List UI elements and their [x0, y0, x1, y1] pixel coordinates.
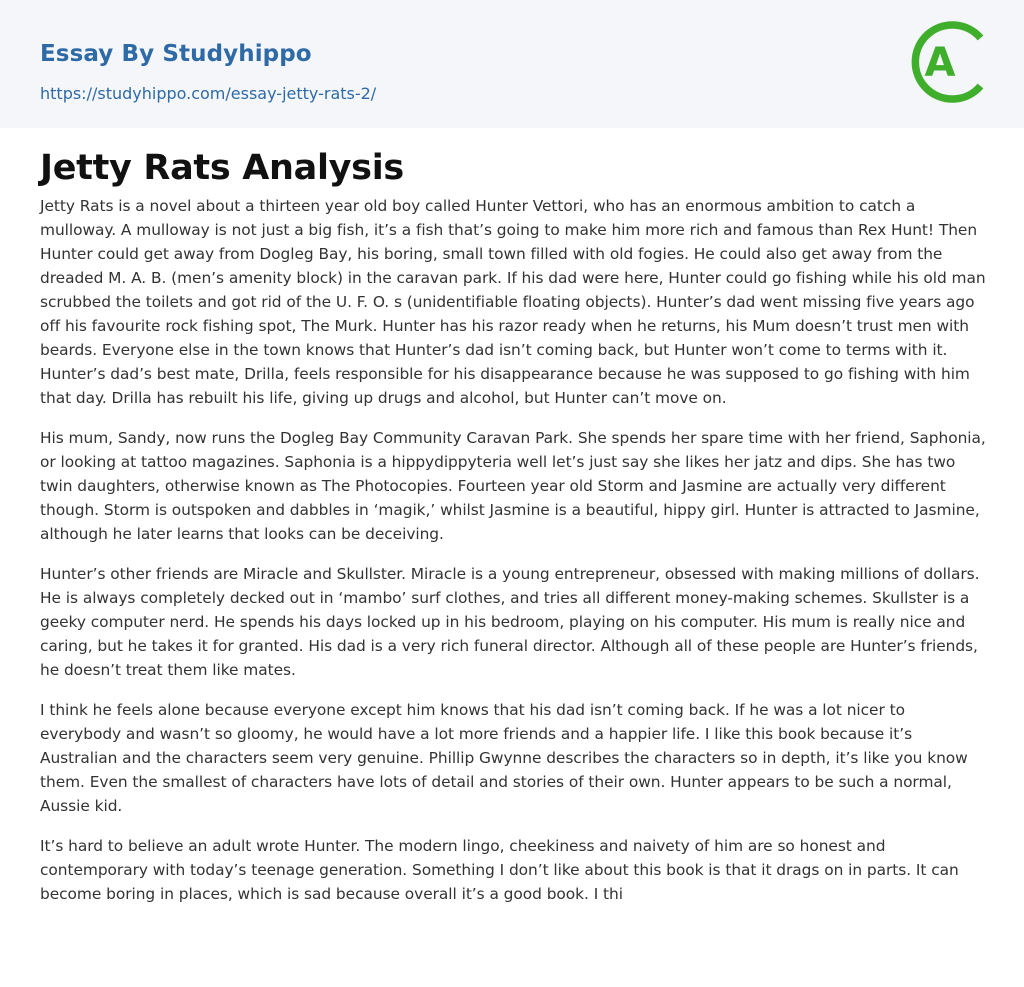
article: [40, 147, 990, 922]
article-paragraph: I think he feels alone because everyone except him knows that his dad isn’t coming back. If he was a lot nicer to everybody and wasn’t so gloomy, he would have a lot more friends and a happier life. I like this book because it’s Australian and the characters seem very genuine. Phillip Gwynne describes the characters so in depth, it’s like you know them. Even the smallest of characters have lots of detail and stories of their own. Hunter appears to be such a normal, Aussie kid.: [40, 701, 968, 815]
article-title: Jetty Rats Analysis: [40, 148, 404, 188]
essay-url-link[interactable]: https://studyhippo.com/essay-jetty-rats-2/: [40, 84, 377, 103]
article-paragraph: It’s hard to believe an adult wrote Hunter. The modern lingo, cheekiness and naivety of him are so honest and contemporary with today’s teenage generation. Something I don’t like about this book is that it drags on in parts. It can become boring in places, which is sad because overall it’s a good book. I thi: [40, 837, 959, 903]
article-paragraph: His mum, Sandy, now runs the Dogleg Bay Community Caravan Park. She spends her spare time with her friend, Saphonia, or looking at tattoo magazines. Saphonia is a hippydippyteria well let’s just say she likes her jatz and dips. She has two twin daughters, otherwise known as The Photocopies. Fourteen year old Storm and Jasmine are actually very different though. Storm is outspoken and dabbles in ‘magik,’ whilst Jasmine is a beautiful, hippy girl. Hunter is attracted to Jasmine, although he later learns that looks can be deceiving.: [40, 429, 986, 543]
article-paragraph: Hunter’s other friends are Miracle and Skullster. Miracle is a young entrepreneur, obsessed with making millions of dollars. He is always completely decked out in ‘mambo’ surf clothes, and tries all different money-making schemes. Skullster is a geeky computer nerd. He spends his days locked up in his bedroom, playing on his computer. His mum is really nice and caring, but he takes it for granted. His dad is a very rich funeral director. Although all of these people are Hunter’s friends, he doesn’t treat them like mates.: [40, 565, 980, 679]
site-brand[interactable]: Essay By Studyhippo: [40, 41, 312, 67]
article-paragraph: Jetty Rats is a novel about a thirteen year old boy called Hunter Vettori, who has an enormous ambition to catch a mulloway. A mulloway is not just a big fish, it’s a fish that’s going to make him more rich and famous than Rex Hunt! Then Hunter could get away from Dogleg Bay, his boring, small town filled with old fogies. He could also get away from the dreaded M. A. B. (men’s amenity block) in the caravan park. If his dad were here, Hunter could go fishing while his old man scrubbed the toilets and got rid of the U. F. O. s (unidentifiable floating objects). Hunter’s dad went missing five years ago off his favourite rock fishing spot, The Murk. Hunter has his razor ready when he returns, his Mum doesn’t trust men with beards. Everyone else in the town knows that Hunter’s dad isn’t coming back, but Hunter won’t come to terms with it. Hunter’s dad’s best mate, Drilla, feels responsible for his disappearance because he was supposed to go fishing with him that day. Drilla has rebuilt his life, giving up drugs and alcohol, but Hunter can’t move on.: [40, 197, 986, 407]
studyhippo-logo-icon[interactable]: [910, 18, 988, 106]
logo-letter: A: [924, 40, 956, 86]
site-header: [0, 0, 1024, 128]
article-body: [40, 194, 990, 906]
